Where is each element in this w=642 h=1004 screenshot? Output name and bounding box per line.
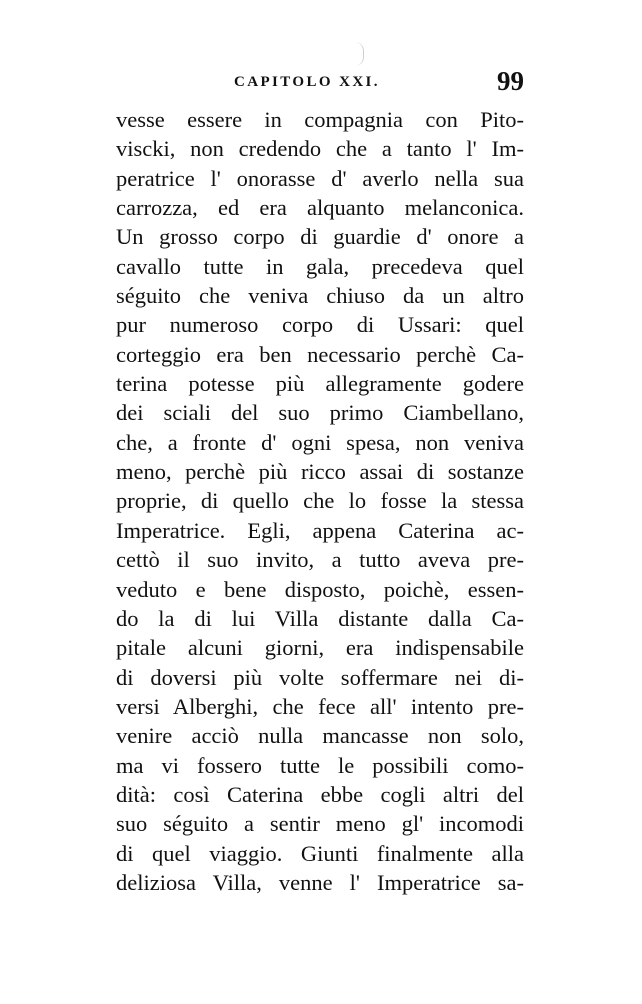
running-head	[116, 66, 524, 106]
text-line: viscki, non credendo che a tanto l' Im-	[116, 136, 524, 162]
text-line: meno, perchè più ricco assai di sostanze	[116, 459, 524, 485]
text-line: proprie, di quello che lo fosse la stessa	[116, 488, 524, 514]
text-line: carrozza, ed era alquanto melanconica.	[116, 195, 524, 221]
text-line: cavallo tutte in gala, precedeva quel	[116, 253, 524, 279]
text-line: terina potesse più allegramente godere	[116, 371, 524, 397]
text-line: corteggio era ben necessario perchè Ca-	[116, 341, 524, 367]
text-line: pitale alcuni giorni, era indispensabile	[116, 635, 524, 661]
page-binding-mark	[355, 42, 364, 66]
text-line: séguito che veniva chiuso da un altro	[116, 283, 524, 309]
text-line: do la di lui Villa distante dalla Ca-	[116, 605, 524, 631]
body-text	[116, 105, 524, 897]
text-line: pur numeroso corpo di Ussari: quel	[116, 312, 524, 338]
text-line: dità: così Caterina ebbe cogli altri del	[116, 781, 524, 807]
text-line: ma vi fossero tutte le possibili como-	[116, 752, 524, 778]
text-line: peratrice l' onorasse d' averlo nella sua	[116, 165, 524, 191]
text-line: cettò il suo invito, a tutto aveva pre-	[116, 547, 524, 573]
chapter-title: CAPITOLO XXI.	[234, 74, 380, 90]
page-number: 99	[497, 66, 524, 96]
text-line: di quel viaggio. Giunti finalmente alla	[116, 840, 524, 866]
text-line: venire acciò nulla mancasse non solo,	[116, 723, 524, 749]
text-line: versi Alberghi, che fece all' intento pre-	[116, 693, 524, 719]
text-line: di doversi più volte soffermare nei di-	[116, 664, 524, 690]
text-line: deliziosa Villa, venne l' Imperatrice sa-	[116, 869, 524, 895]
text-line: che, a fronte d' ogni spesa, non veniva	[116, 429, 524, 455]
text-line: vesse essere in compagnia con Pito-	[116, 107, 524, 132]
text-line: Imperatrice. Egli, appena Caterina ac-	[116, 517, 524, 543]
text-line: veduto e bene disposto, poichè, essen-	[116, 576, 524, 602]
text-line: Un grosso corpo di guardie d' onore a	[116, 224, 524, 250]
text-line: dei sciali del suo primo Ciambellano,	[116, 400, 524, 426]
text-line: suo séguito a sentir meno gl' incomodi	[116, 811, 524, 837]
